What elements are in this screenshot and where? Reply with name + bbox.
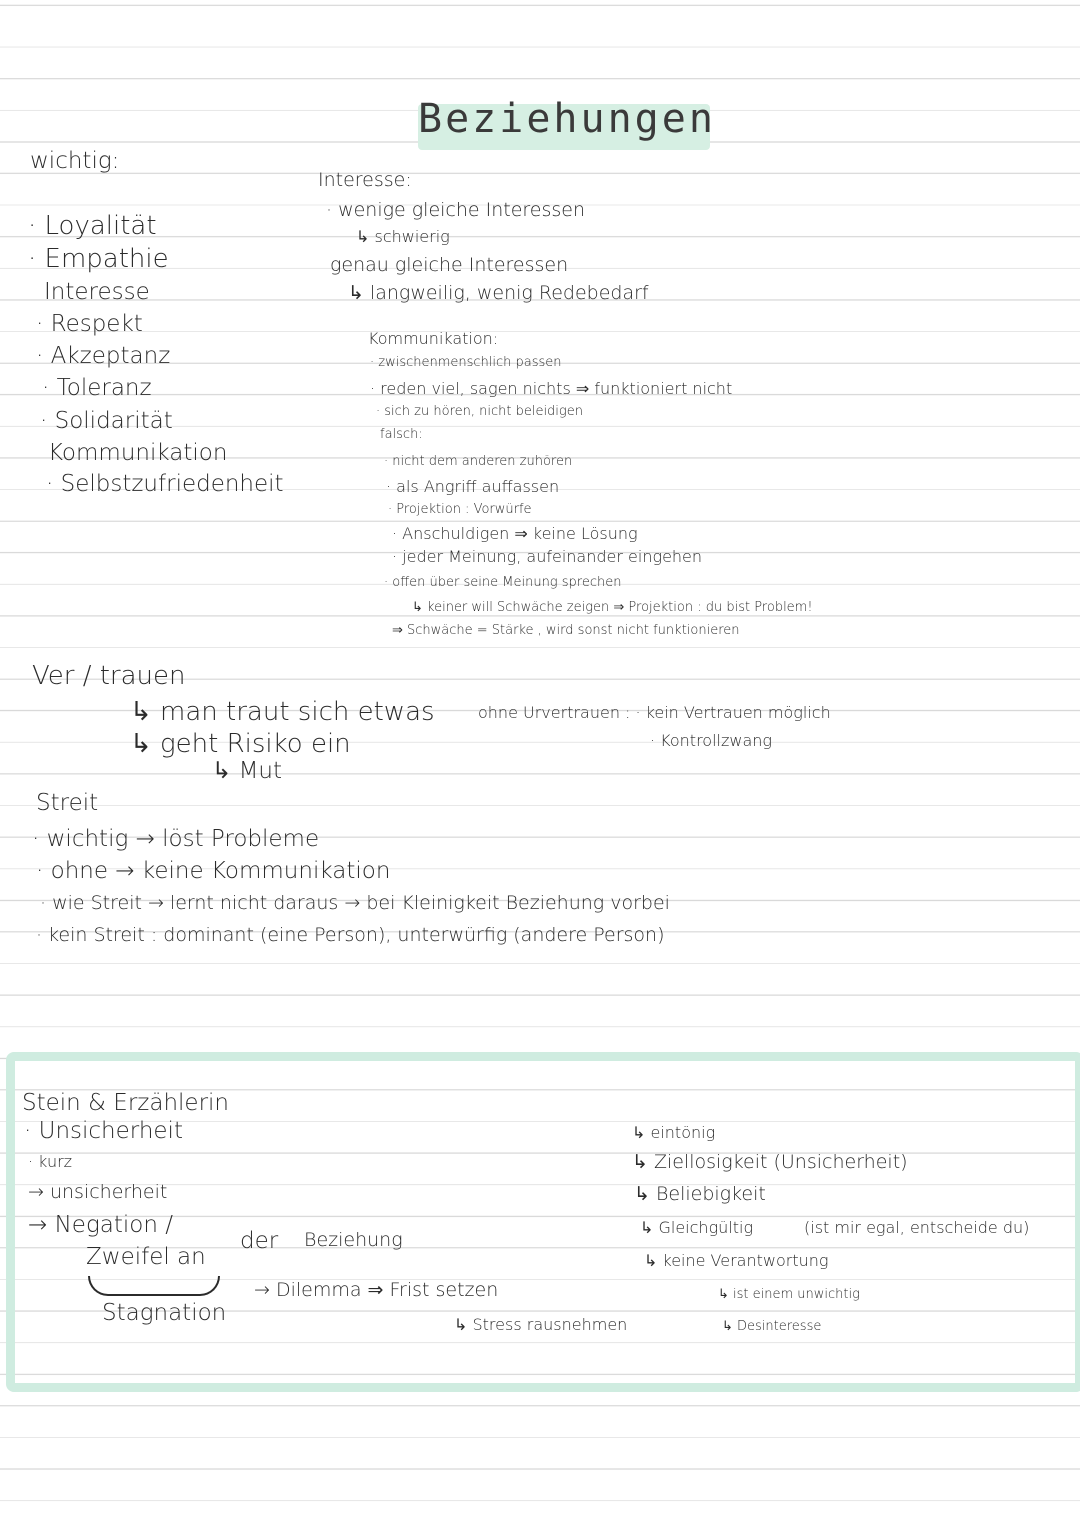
streit-heading: Streit bbox=[36, 790, 99, 816]
wichtig-item: · Solidarität bbox=[40, 408, 173, 434]
stein-right-line: ↳ Desinteresse bbox=[722, 1319, 822, 1334]
brace bbox=[88, 1276, 220, 1296]
wichtig-item: · Respekt bbox=[36, 311, 143, 337]
stein-right-line: ↳ Beliebigkeit bbox=[634, 1183, 766, 1205]
stein-line: → unsicherheit bbox=[28, 1181, 168, 1203]
interesse-line: · wenige gleiche Interessen bbox=[326, 199, 586, 221]
stein-right-note: (ist mir egal, entscheide du) bbox=[804, 1218, 1030, 1237]
streit-line: · ohne → keine Kommunikation bbox=[36, 858, 391, 884]
vertrauen-line: ↳ man traut sich etwas bbox=[130, 697, 435, 727]
dilemma-line: → Dilemma ⇒ Frist setzen bbox=[254, 1279, 499, 1301]
beziehung-label: Beziehung bbox=[304, 1229, 403, 1251]
stein-right-line: ↳ keine Verantwortung bbox=[644, 1251, 829, 1270]
falsch-line: · als Angriff auffassen bbox=[386, 477, 560, 496]
falsch-line: · nicht dem anderen zuhören bbox=[384, 454, 573, 469]
stein-line: → Negation / bbox=[28, 1212, 173, 1238]
wichtig-item: · Selbstzufriedenheit bbox=[46, 471, 284, 497]
stein-line: Zweifel an bbox=[86, 1244, 206, 1270]
page-title: Beziehungen bbox=[418, 96, 716, 142]
stein-line: · kurz bbox=[28, 1152, 73, 1171]
wichtig-item: · Toleranz bbox=[42, 375, 152, 401]
stein-right-line: ↳ Gleichgültig bbox=[640, 1218, 754, 1237]
kommunikation-heading: Kommunikation: bbox=[368, 329, 499, 348]
kommunikation-line: · sich zu hören, nicht beleidigen bbox=[376, 404, 583, 419]
stagnation-label: Stagnation bbox=[102, 1300, 227, 1326]
wichtig-item: · Loyalität bbox=[28, 211, 157, 241]
wichtig-item: · Akzeptanz bbox=[36, 343, 171, 369]
stein-right-line: ↳ Ziellosigkeit (Unsicherheit) bbox=[632, 1151, 908, 1173]
stein-line: · Unsicherheit bbox=[24, 1118, 183, 1144]
wichtig-item: · Empathie bbox=[28, 244, 169, 274]
der-label: der bbox=[240, 1228, 279, 1254]
kontrollzwang-line: · Kontrollzwang bbox=[650, 731, 773, 750]
wichtig-heading: wichtig: bbox=[30, 148, 120, 174]
falsch-heading: falsch: bbox=[380, 427, 423, 442]
wichtig-item: Interesse bbox=[44, 279, 150, 305]
kommunikation-line: · reden viel, sagen nichts ⇒ funktioniert nicht bbox=[370, 379, 733, 398]
vertrauen-line: ↳ geht Risiko ein bbox=[130, 729, 351, 759]
stress-line: ↳ Stress rausnehmen bbox=[454, 1315, 628, 1334]
falsch-line: ↳ keiner will Schwäche zeigen ⇒ Projektion : du bist Problem! bbox=[412, 600, 813, 615]
streit-line: · kein Streit : dominant (eine Person), unterwürfig (andere Person) bbox=[36, 924, 665, 946]
falsch-line: · offen über seine Meinung sprechen bbox=[384, 575, 622, 590]
interesse-heading: Interesse: bbox=[318, 169, 412, 191]
stein-right-line: ↳ ist einem unwichtig bbox=[718, 1287, 860, 1302]
vertrauen-heading: Ver / trauen bbox=[32, 661, 186, 691]
stein-right-line: ↳ eintönig bbox=[632, 1123, 716, 1142]
interesse-line: ↳ schwierig bbox=[356, 227, 450, 246]
vertrauen-line: ↳ Mut bbox=[212, 758, 283, 784]
stein-heading: Stein & Erzählerin bbox=[22, 1090, 229, 1116]
interesse-line: ↳ langweilig, wenig Redebedarf bbox=[348, 282, 649, 304]
streit-line: · wichtig → löst Probleme bbox=[32, 826, 320, 852]
urvertrauen-line: ohne Urvertrauen : · kein Vertrauen möglich bbox=[478, 703, 831, 722]
interesse-line: genau gleiche Interessen bbox=[330, 254, 569, 276]
kommunikation-line: · zwischenmenschlich passen bbox=[370, 355, 562, 370]
falsch-line: · jeder Meinung, aufeinander eingehen bbox=[392, 547, 703, 566]
wichtig-item: Kommunikation bbox=[48, 440, 228, 466]
falsch-line: · Projektion : Vorwürfe bbox=[388, 502, 532, 517]
falsch-line: ⇒ Schwäche = Stärke , wird sonst nicht funktionieren bbox=[392, 623, 740, 638]
streit-line: · wie Streit → lernt nicht daraus → bei Kleinigkeit Beziehung vorbei bbox=[40, 892, 670, 914]
falsch-line: · Anschuldigen ⇒ keine Lösung bbox=[392, 524, 638, 543]
